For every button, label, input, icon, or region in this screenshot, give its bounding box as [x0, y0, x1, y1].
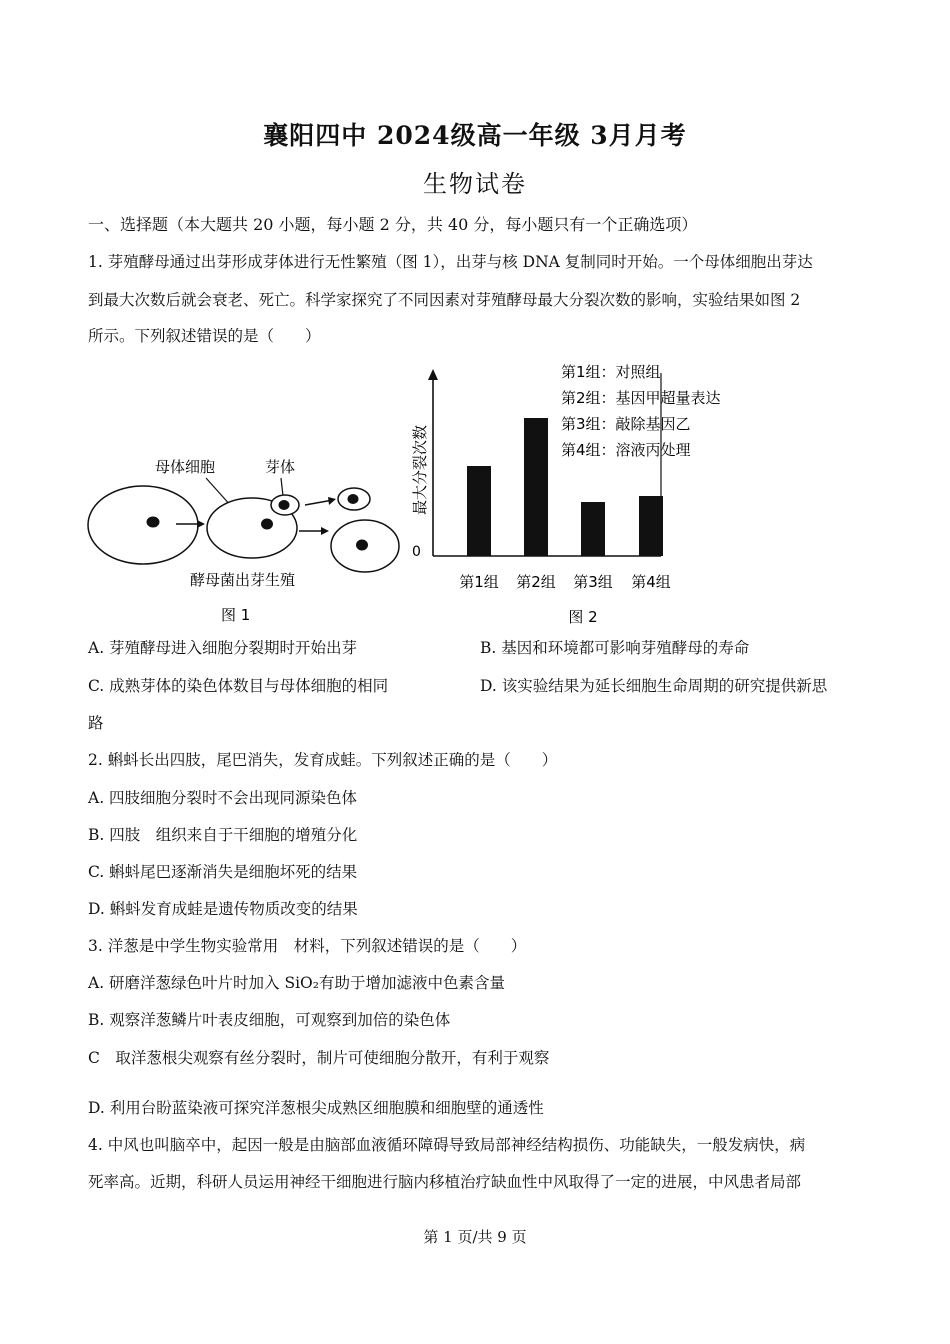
- q4-stem-line-2: 死率高。近期，科研人员运用神经干细胞进行脑内移植治疗缺血性中风取得了一定的进展，中风患者局部: [88, 1173, 802, 1191]
- q1-option-d-continued: 路: [88, 714, 104, 732]
- q1-option-a[interactable]: A. 芽殖酵母进入细胞分裂期时开始出芽: [88, 639, 358, 657]
- section-heading: 一、选择题（本大题共 20 小题，每小题 2 分，共 40 分，每小题只有一个正确选项）: [88, 215, 698, 234]
- q2-option-c[interactable]: C. 蝌蚪尾巴逐渐消失是细胞坏死的结果: [88, 863, 358, 881]
- nucleus-daughter: [348, 494, 359, 504]
- q3-option-a[interactable]: A. 研磨洋葱绿色叶片时加入 SiO₂有助于增加滤液中色素含量: [88, 974, 505, 992]
- q3-stem: 3. 洋葱是中学生物实验常用 材料，下列叙述错误的是（ ）: [88, 937, 527, 955]
- arrow-1-head: [197, 520, 205, 528]
- nucleus-bud: [279, 500, 290, 510]
- bud-pointer-line: [281, 478, 283, 496]
- q2-option-d[interactable]: D. 蝌蚪发育成蛙是遗传物质改变的结果: [88, 900, 358, 918]
- chart-x-tick-label-4: 第4组: [631, 573, 671, 591]
- q1-stem-line-2: 到最大次数后就会衰老、死亡。科学家探究了不同因素对芽殖酵母最大分裂次数的影响，实验结果如图 2: [88, 291, 801, 309]
- chart-bars: [467, 418, 663, 556]
- q1-option-b[interactable]: B. 基因和环境都可影响芽殖酵母的寿命: [480, 639, 750, 657]
- arrow-2a-head: [328, 497, 336, 505]
- chart-x-tick-label-3: 第3组: [573, 573, 613, 591]
- figure-1-caption: 图 1: [221, 606, 251, 624]
- nucleus-mother: [261, 519, 273, 530]
- exam-title: 襄阳四中 2024级高一年级 3月月考: [263, 121, 687, 150]
- page-number: 第 1 页/共 9 页: [423, 1228, 527, 1246]
- chart-bar-group-1: [467, 466, 491, 556]
- figure-2-caption: 图 2: [568, 608, 598, 626]
- q3-option-b[interactable]: B. 观察洋葱鳞片叶表皮细胞，可观察到加倍的染色体: [88, 1011, 451, 1029]
- yeast-cell-initial: [88, 486, 198, 564]
- q3-option-d[interactable]: D. 利用台盼蓝染液可探究洋葱根尖成熟区细胞膜和细胞壁的通透性: [88, 1099, 544, 1117]
- q1-stem-line-1: 1. 芽殖酵母通过出芽形成芽体进行无性繁殖（图 1），出芽与核 DNA 复制同时开始。一个母体细胞出芽达: [88, 253, 813, 271]
- chart-y-axis-arrow: [428, 369, 438, 380]
- q4-stem-line-1: 4. 中风也叫脑卒中，起因一般是由脑部血液循环障碍导致局部神经结构损伤、功能缺失，一般发病快，病: [88, 1136, 806, 1154]
- q2-stem: 2. 蝌蚪长出四肢，尾巴消失，发育成蛙。下列叙述正确的是（ ）: [88, 751, 558, 769]
- label-bud: 芽体: [265, 458, 296, 476]
- chart-x-tick-labels: [459, 573, 671, 591]
- chart-legend: [561, 363, 721, 459]
- q1-stem-line-3: 所示。下列叙述错误的是（ ）: [88, 327, 321, 345]
- figure-1-inner-caption: 酵母菌出芽生殖: [190, 571, 296, 589]
- chart-legend-entry-4: 第4组：溶液丙处理: [561, 441, 691, 459]
- chart-y-axis-label: 最大分裂次数: [411, 424, 429, 516]
- figure-2-bar-chart: [395, 355, 760, 630]
- nucleus-initial: [147, 517, 160, 528]
- figure-1-budding-diagram: [85, 450, 415, 630]
- chart-x-tick-label-1: 第1组: [459, 573, 499, 591]
- chart-bar-group-3: [581, 502, 605, 556]
- q2-option-b[interactable]: B. 四肢 组织来自于干细胞的增殖分化: [88, 826, 358, 844]
- chart-legend-entry-2: 第2组：基因甲超量表达: [561, 389, 721, 407]
- chart-x-tick-label-2: 第2组: [516, 573, 556, 591]
- q3-option-c[interactable]: C 取洋葱根尖观察有丝分裂时，制片可使细胞分散开，有利于观察: [88, 1049, 550, 1067]
- arrow-2b-head: [321, 527, 329, 535]
- chart-bar-group-4: [639, 496, 663, 556]
- exam-subtitle: 生物试卷: [423, 170, 527, 198]
- q1-option-c[interactable]: C. 成熟芽体的染色体数目与母体细胞的相同: [88, 677, 389, 695]
- q1-option-d[interactable]: D. 该实验结果为延长细胞生命周期的研究提供新思: [480, 677, 828, 695]
- chart-legend-entry-3: 第3组：敲除基因乙: [561, 415, 691, 433]
- chart-legend-entry-1: 第1组：对照组: [561, 363, 661, 381]
- label-mother-cell: 母体细胞: [155, 458, 216, 476]
- chart-origin-label: 0: [412, 544, 421, 560]
- nucleus-mother-after: [356, 540, 368, 551]
- chart-bar-group-2: [524, 418, 548, 556]
- q2-option-a[interactable]: A. 四肢细胞分裂时不会出现同源染色体: [88, 789, 358, 807]
